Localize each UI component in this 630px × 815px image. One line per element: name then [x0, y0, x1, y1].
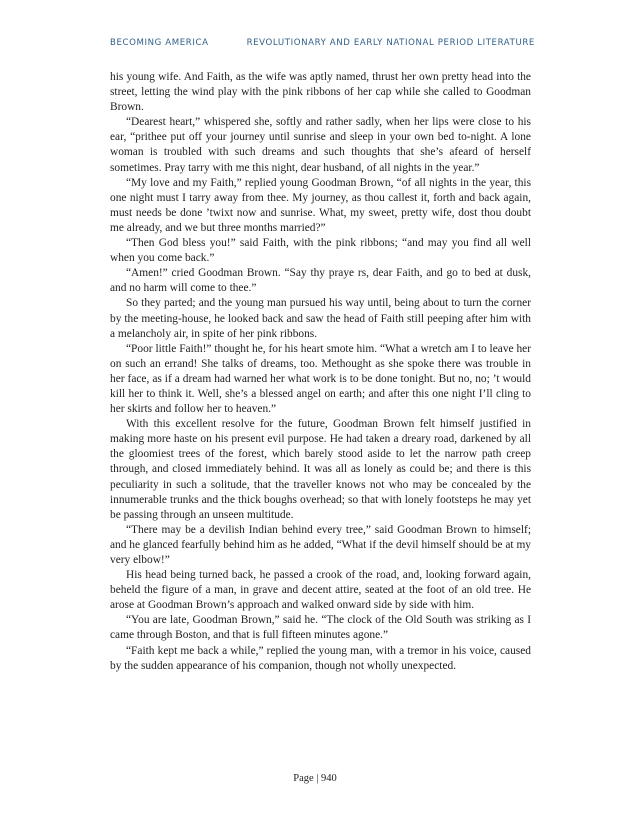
paragraph-2: “Dearest heart,” whispered she, softly and rather sadly, when her lips were close to his ear, “prithee put off your journey until sunrise and sleep in your own bed to-night. A lone woman is troubled with such dreams and such thoughts that she’s afeard of herself sometimes. Pray tarry with me this night, dear husband, of all nights in the year.” [110, 116, 531, 174]
paragraph-9: “There may be a devilish Indian behind every tree,” said Goodman Brown to himself; and he glanced fearfully behind him as he added, “What if the devil himself should be at my very elbow!” [110, 523, 531, 566]
running-header [110, 38, 535, 48]
paragraph-4: “Then God bless you!” said Faith, with the pink ribbons; “and may you find all well when you come back.” [110, 237, 531, 265]
paragraph-3: “My love and my Faith,” replied young Goodman Brown, “of all nights in the year, this one night must I tarry away from thee. My journey, as thou callest it, forth and back again, must needs be done ’twixt now and sunrise. What, my sweet, pretty wife, dost thou doubt me already, and we but three months married?” [110, 176, 531, 234]
paragraph-5: “Amen!” cried Goodman Brown. “Say thy praye rs, dear Faith, and go to bed at dusk, and no harm will come to thee.” [110, 267, 531, 295]
paragraph-6: So they parted; and the young man pursued his way until, being about to turn the corner by the meeting-house, he looked back and saw the head of Faith still peeping after him with a melancholy air, in spite of her pink ribbons. [110, 297, 531, 340]
header-book-title: BECOMING AMERICA [110, 38, 209, 48]
body-text [110, 70, 531, 674]
paragraph-8: With this excellent resolve for the future, Goodman Brown felt himself justified in making more haste on his present evil purpose. He had taken a dreary road, darkened by all the gloomiest trees of the forest, which barely stood aside to let the narrow path creep through, and closed immediately behind. It was all as lonely as could be; and there is this peculiarity in such a solitude, that the traveller knows not who may be concealed by the innumerable trunks and the thick boughs overhead; so that with lonely footsteps he may yet be passing through an unseen multitude. [110, 418, 531, 521]
paragraph-1: his young wife. And Faith, as the wife was aptly named, thrust her own pretty head into the street, letting the wind play with the pink ribbons of her cap while she called to Goodman Brown. [110, 71, 531, 114]
paragraph-10: His head being turned back, he passed a crook of the road, and, looking forward again, beheld the figure of a man, in grave and decent attire, seated at the foot of an old tree. He arose at Goodman Brown’s approach and walked onward side by side with him. [110, 569, 531, 612]
paragraph-12: “Faith kept me back a while,” replied the young man, with a tremor in his voice, caused by the sudden appearance of his companion, though not wholly unexpected. [110, 644, 531, 672]
paragraph-11: “You are late, Goodman Brown,” said he. “The clock of the Old South was striking as I came through Boston, and that is full fifteen minutes agone.” [110, 614, 531, 642]
paragraph-7: “Poor little Faith!” thought he, for his heart smote him. “What a wretch am I to leave her on such an errand! She talks of dreams, too. Methought as she spoke there was trouble in her face, as if a dream had warned her what work is to be done tonight. But no, no; ’t would kill her to think it. Well, she’s a blessed angel on earth; and after this one night I’ll cling to her skirts and follow her to heaven.” [110, 342, 531, 416]
page-number: Page | 940 [293, 773, 337, 784]
header-section-title: REVOLUTIONARY AND EARLY NATIONAL PERIOD LITERATURE [246, 38, 535, 48]
